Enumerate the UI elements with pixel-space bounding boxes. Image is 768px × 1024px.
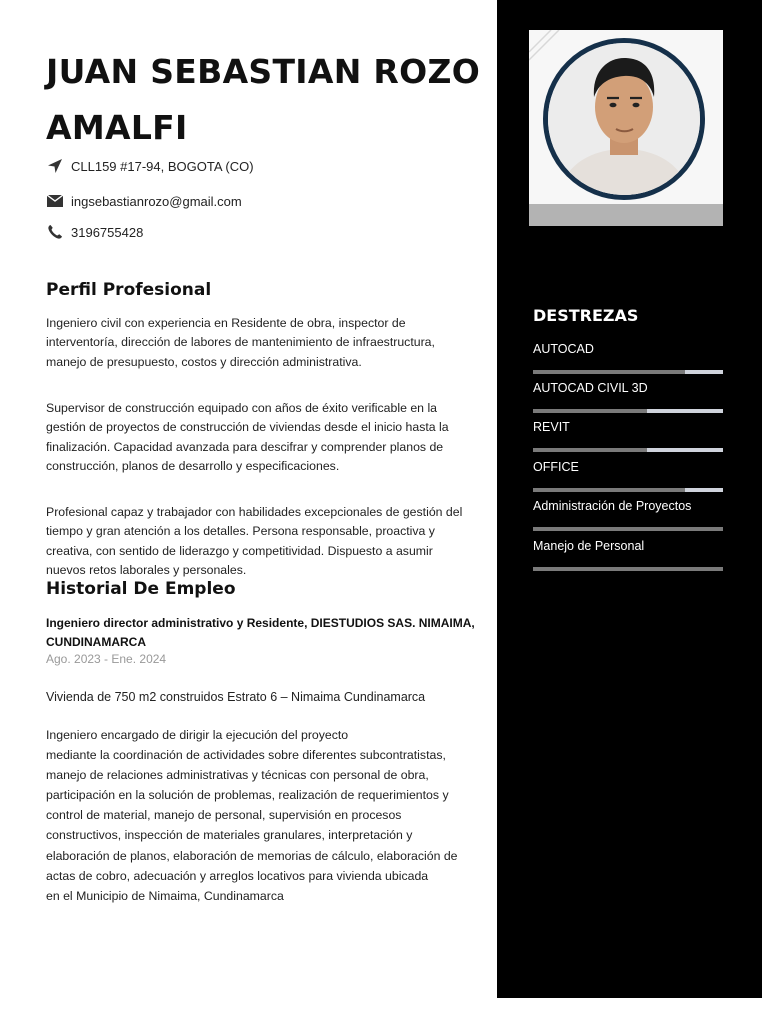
job-project: Vivienda de 750 m2 construidos Estrato 6 – Nimaima Cundinamarca bbox=[46, 690, 426, 704]
skill-label: OFFICE bbox=[533, 460, 579, 474]
skill-item bbox=[533, 539, 723, 571]
profile-photo-frame bbox=[529, 30, 723, 226]
sidebar bbox=[497, 0, 762, 998]
skill-label: AUTOCAD bbox=[533, 342, 594, 356]
skill-bar bbox=[533, 488, 723, 492]
skill-item bbox=[533, 460, 723, 492]
skill-label: AUTOCAD CIVIL 3D bbox=[533, 381, 648, 395]
employment-heading: Historial De Empleo bbox=[46, 579, 236, 599]
skill-item bbox=[533, 342, 723, 374]
contact-address bbox=[46, 157, 254, 175]
skill-label: REVIT bbox=[533, 420, 570, 434]
skill-label: Administración de Proyectos bbox=[533, 499, 692, 513]
skills-heading: DESTREZAS bbox=[533, 306, 639, 325]
profile-photo bbox=[543, 38, 705, 200]
phone-text: 3196755428 bbox=[71, 224, 144, 240]
skill-bar-fill bbox=[533, 370, 685, 374]
profile-heading: Perfil Profesional bbox=[46, 280, 212, 300]
skill-bar bbox=[533, 567, 723, 571]
skill-item bbox=[533, 381, 723, 413]
skill-label: Manejo de Personal bbox=[533, 539, 645, 553]
skill-bar bbox=[533, 370, 723, 374]
contact-phone bbox=[46, 223, 143, 241]
photo-band bbox=[529, 204, 723, 226]
skill-bar-fill bbox=[533, 567, 723, 571]
skill-bar-fill bbox=[533, 409, 647, 413]
job-description: Ingeniero encargado de dirigir la ejecución del proyecto mediante la coordinación de actividades sobre diferentes subcontratistas, manejo de relaciones administrativas y técnicas con personal de obra, participación en la solución de problemas, realización de requerimientos y control de material, manejo de personal, supervisión en procesos constructivos, inspección de materiales granulares, interpretación y elaboración de planos, elaboración de memorias de cálculo, elaboración de actas de cobro, adecuación y arreglos locativos para vivienda ubicada en el Municipio de Nimaima, Cundinamarca bbox=[46, 728, 458, 903]
location-arrow-icon bbox=[46, 157, 64, 175]
envelope-icon bbox=[46, 192, 64, 210]
profile-paragraph-2: Supervisor de construcción equipado con años de éxito verificable en la gestión de proyectos de construcción de viviendas desde el inicio hasta la finalización. Capacidad avanzada para descifrar y comprender planos de construcción, planos de desarrollo y especificaciones. bbox=[46, 401, 449, 473]
address-text: CLL159 #17-94, BOGOTA (CO) bbox=[71, 158, 254, 174]
skill-item bbox=[533, 499, 723, 531]
email-link[interactable]: ingsebastianrozo@gmail.com bbox=[71, 193, 242, 209]
profile-paragraph-3: Profesional capaz y trabajador con habilidades excepcionales de gestión del tiempo y gran atención a los detalles. Persona responsable, proactiva y creativa, con sentido de liderazgo y competitividad. Dispuesto a asumir nuevos retos laborales y personales. bbox=[46, 505, 463, 577]
skill-bar-fill bbox=[533, 527, 723, 531]
skill-bar bbox=[533, 527, 723, 531]
job-title: Ingeniero director administrativo y Residente, DIESTUDIOS SAS. NIMAIMA, CUNDINAMARCA bbox=[46, 616, 475, 649]
skill-item bbox=[533, 420, 723, 452]
candidate-name: JUAN SEBASTIAN ROZO AMALFI bbox=[46, 52, 481, 147]
skill-bar bbox=[533, 448, 723, 452]
skill-bar-fill bbox=[533, 448, 647, 452]
contact-email bbox=[46, 192, 242, 210]
profile-paragraph-1: Ingeniero civil con experiencia en Residente de obra, inspector de interventoría, dirección de labores de mantenimiento de infraestructura, manejo de presupuesto, costos y dirección administrativa. bbox=[46, 316, 435, 369]
skill-bar bbox=[533, 409, 723, 413]
phone-icon bbox=[46, 223, 64, 241]
job-dates: Ago. 2023 - Ene. 2024 bbox=[46, 652, 167, 666]
skill-bar-fill bbox=[533, 488, 685, 492]
